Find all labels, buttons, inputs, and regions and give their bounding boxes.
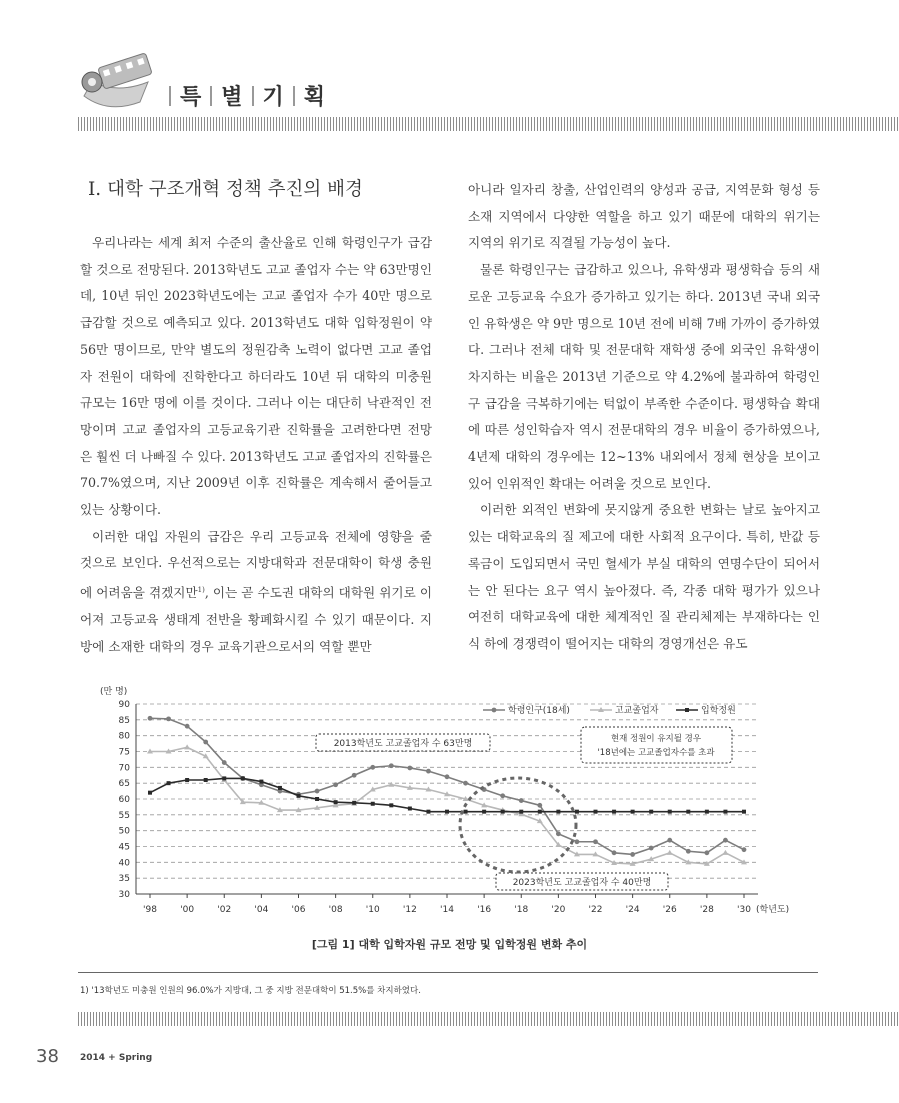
data-point — [631, 810, 635, 814]
section-title — [160, 80, 325, 111]
data-point — [612, 850, 617, 855]
paragraph-text: 이러한 대입 자원의 급감은 우리 고등교육 전체에 영향을 줄 것으로 보인다. 우선적으로는 지방대학과 전문대학이 학생 충원에 어려움을 겪겠지만 — [80, 528, 432, 601]
data-point — [686, 810, 690, 814]
y-tick-label: 30 — [118, 890, 130, 900]
y-tick-labels — [119, 700, 131, 900]
paragraph-text: , 이는 곧 수도권 대학의 대학원 위기로 이어져 고등교육 생태계 전반을 황폐화시킬 수 있기 때문이다. 지방에 소재한 대학의 경우 교육기관으로서의 역할 뿐만 — [80, 585, 432, 654]
data-point — [352, 773, 357, 778]
x-tick-label: '98 — [143, 905, 157, 915]
data-point — [445, 774, 450, 779]
x-axis-label: (학년도) — [756, 905, 790, 915]
data-point — [575, 810, 579, 814]
paragraph — [80, 524, 432, 661]
y-axis-label: (만 명) — [100, 687, 128, 697]
paragraph: 물론 학령인구는 급감하고 있으나, 유학생과 평생학습 등의 새로운 고등교육 수요가 증가하고 있기는 하다. 2013년 국내 외국인 유학생은 약 9만 명으로 10년 전에 비해 7배 가까이 증가하였다. 그러나 전체 대학 및 전문대학 재학생 중에 외국인 유학생이 차지하는 비율은 2013년 기준으로 약 4.2%에 불과하여 학령인구 급감을 극복하기에는 턱없이 부족한 수준이다. 평생학습 확대에 따른 성인학습자 역시 전문대학의 경우 비율이 증가하였으나, 4년제 대학의 경우에는 12~13% 내외에서 정체 현상을 보이고 있어 인위적인 확대는 어려울 것으로 보인다. — [468, 262, 820, 491]
x-tick-label: '02 — [217, 905, 232, 915]
data-point — [388, 782, 394, 787]
y-tick-label: 70 — [118, 763, 130, 774]
x-tick-label: '28 — [699, 905, 714, 915]
data-point — [667, 838, 672, 843]
x-tick-label: '12 — [402, 905, 417, 915]
footnote-ref: 1) — [197, 586, 205, 595]
data-point — [185, 724, 190, 729]
y-tick-label: 50 — [118, 826, 130, 837]
data-point — [167, 781, 171, 785]
legend-label: 고교졸업자 — [615, 706, 659, 716]
film-reel-logo-icon — [78, 52, 160, 114]
data-point — [407, 766, 412, 771]
title-divider — [169, 86, 171, 106]
data-point — [408, 807, 412, 811]
left-column — [80, 230, 432, 660]
paragraph-text: 우리나라는 세계 최저 수준의 출산율로 인해 학령인구가 급감할 것으로 전망된다. 2013학년도 고교 졸업자 수는 약 63만명인데, 10년 뒤인 2023학년도에는 고교 졸업자 수가 40만 명으로 급감할 것으로 예측되고 있다. 2013학년도 대학 입학정원이 약 56만 명이므로, 만약 별도의 정원감축 노력이 없다면 고교 졸업자 전원이 대학에 진학한다고 하더라도 10년 뒤 대학의 미충원 규모는 16만 명에 이를 것이다. 그러나 이는 대단히 낙관적인 전망이며 고교 졸업자의 고등교육기관 진학률을 고려한다면 전망은 훨씬 더 나빠질 수 있다. 2013학년도 고교 졸업자의 진학률은 70.7%였으며, 지난 2009년 이후 진학률은 계속해서 줄어들고 있는 상황이다. — [80, 235, 432, 518]
y-tick-label: 80 — [118, 731, 130, 742]
data-point — [184, 744, 190, 749]
chart-legend — [483, 704, 736, 716]
data-point — [649, 846, 654, 851]
x-tick-label: '24 — [625, 905, 640, 915]
data-point — [241, 776, 245, 780]
x-tick-label: '10 — [365, 905, 380, 915]
data-point — [334, 800, 338, 804]
y-tick-label: 75 — [118, 747, 130, 758]
data-point — [278, 786, 282, 790]
data-point — [723, 838, 728, 843]
section-char-2: 별 — [221, 85, 243, 110]
data-point — [333, 782, 338, 787]
crossover-highlight-ellipse — [460, 778, 576, 872]
data-point — [742, 847, 747, 852]
x-tick-label: '00 — [180, 905, 195, 915]
title-divider — [210, 86, 212, 106]
footnote-divider — [78, 972, 818, 973]
data-point — [166, 716, 171, 721]
data-point — [723, 810, 727, 814]
x-tick-label: '18 — [514, 905, 529, 915]
data-point — [259, 780, 263, 784]
data-point — [203, 740, 208, 745]
y-tick-label: 85 — [118, 715, 130, 726]
data-point — [370, 765, 375, 770]
y-tick-label: 55 — [118, 810, 130, 821]
legend-marker — [685, 708, 689, 712]
header-hatch-band — [78, 117, 899, 131]
annotation-text: 2013학년도 고교졸업자 수 63만명 — [333, 739, 473, 749]
data-point — [352, 801, 356, 805]
legend-label: 입학정원 — [701, 706, 736, 716]
data-point — [482, 810, 486, 814]
data-point — [556, 810, 560, 814]
annotation-2023 — [496, 873, 668, 890]
annotation-2013 — [316, 734, 490, 751]
y-tick-label: 35 — [118, 874, 130, 885]
data-point — [222, 760, 227, 765]
data-point — [222, 776, 226, 780]
data-point — [426, 769, 431, 774]
data-point — [519, 810, 523, 814]
data-point — [593, 839, 598, 844]
article-heading: Ⅰ. 대학 구조개혁 정책 추진의 배경 — [88, 179, 363, 200]
title-divider — [293, 86, 295, 106]
data-point — [538, 810, 542, 814]
data-point — [204, 778, 208, 782]
section-char-3: 기 — [262, 85, 284, 110]
issue-label: 2014 + Spring — [80, 1053, 153, 1063]
data-point — [722, 850, 728, 855]
data-point — [464, 810, 468, 814]
x-tick-labels — [143, 894, 751, 915]
right-column — [468, 177, 820, 658]
data-point — [667, 850, 673, 855]
x-tick-label: '22 — [588, 905, 603, 915]
line-chart — [78, 680, 798, 930]
paragraph — [80, 230, 432, 524]
footer-hatch-band — [78, 1012, 899, 1026]
data-point — [148, 716, 153, 721]
data-point — [742, 810, 746, 814]
y-tick-label: 60 — [118, 795, 130, 805]
data-point — [500, 793, 505, 798]
data-point — [148, 791, 152, 795]
x-tick-label: '04 — [254, 905, 269, 915]
x-tick-label: '08 — [328, 905, 343, 915]
data-point — [315, 797, 319, 801]
footnote: 1) '13학년도 미충원 인원의 96.0%가 지방대, 그 중 지방 전문대학이 51.5%를 차지하였다. — [80, 986, 421, 996]
page-number: 38 — [36, 1046, 59, 1067]
data-point — [612, 810, 616, 814]
data-point — [556, 831, 561, 836]
paragraph: 아니라 일자리 창출, 산업인력의 양성과 공급, 지역문화 형성 등 소재 지역에서 다양한 역할을 하고 있기 때문에 대학의 위기는 지역의 위기로 직결될 가능성이 높다. — [468, 182, 820, 251]
data-point — [185, 778, 189, 782]
data-point — [463, 781, 468, 786]
data-point — [389, 803, 393, 807]
annotation-text: 2023학년도 고교졸업자 수 40만명 — [512, 878, 652, 888]
figure-caption: [그림 1] 대학 입학자원 규모 전망 및 입학정원 변화 추이 — [311, 938, 588, 951]
data-point — [501, 810, 505, 814]
data-point — [426, 810, 430, 814]
data-point — [649, 810, 653, 814]
x-tick-label: '16 — [477, 905, 492, 915]
annotation-capacity — [581, 727, 732, 763]
title-divider — [252, 86, 254, 106]
section-char-1: 특 — [180, 85, 202, 110]
data-point — [705, 810, 709, 814]
x-tick-label: '14 — [440, 905, 454, 915]
annotation-text: 현재 정원이 유지될 경우 — [610, 734, 702, 744]
y-tick-label: 90 — [118, 700, 130, 710]
y-tick-label: 45 — [118, 842, 130, 853]
x-tick-label: '26 — [662, 905, 677, 915]
y-tick-label: 65 — [118, 779, 130, 790]
section-char-4: 획 — [303, 85, 326, 110]
data-point — [371, 802, 375, 806]
data-point — [389, 763, 394, 768]
x-tick-label: '20 — [551, 905, 566, 915]
data-point — [594, 810, 598, 814]
data-point — [575, 839, 580, 844]
legend-marker — [492, 708, 497, 713]
data-point — [704, 850, 709, 855]
x-tick-label: '30 — [737, 905, 751, 915]
data-point — [630, 852, 635, 857]
data-point — [668, 810, 672, 814]
y-tick-label: 40 — [118, 858, 130, 869]
x-tick-label: '06 — [291, 905, 306, 915]
data-point — [315, 789, 320, 794]
data-point — [445, 810, 449, 814]
legend-label: 학령인구(18세) — [508, 706, 570, 716]
paragraph: 이러한 외적인 변화에 못지않게 중요한 변화는 날로 높아지고 있는 대학교육의 질 제고에 대한 사회적 요구이다. 특히, 반값 등록금이 도입되면서 국민 혈세가 부실 대학의 연명수단이 되어서는 안 된다는 요구 역시 높아졌다. 즉, 각종 대학 평가가 있으나 여전히 대학교육에 대한 체계적인 질 관리체제는 부재하다는 인식 하에 경쟁력이 떨어지는 대학의 경영개선은 유도 — [468, 502, 820, 651]
data-point — [519, 798, 524, 803]
data-point — [686, 849, 691, 854]
data-point — [297, 794, 301, 798]
data-point — [537, 803, 542, 808]
annotation-text: '18년에는 고교졸업자수를 초과 — [597, 748, 715, 758]
